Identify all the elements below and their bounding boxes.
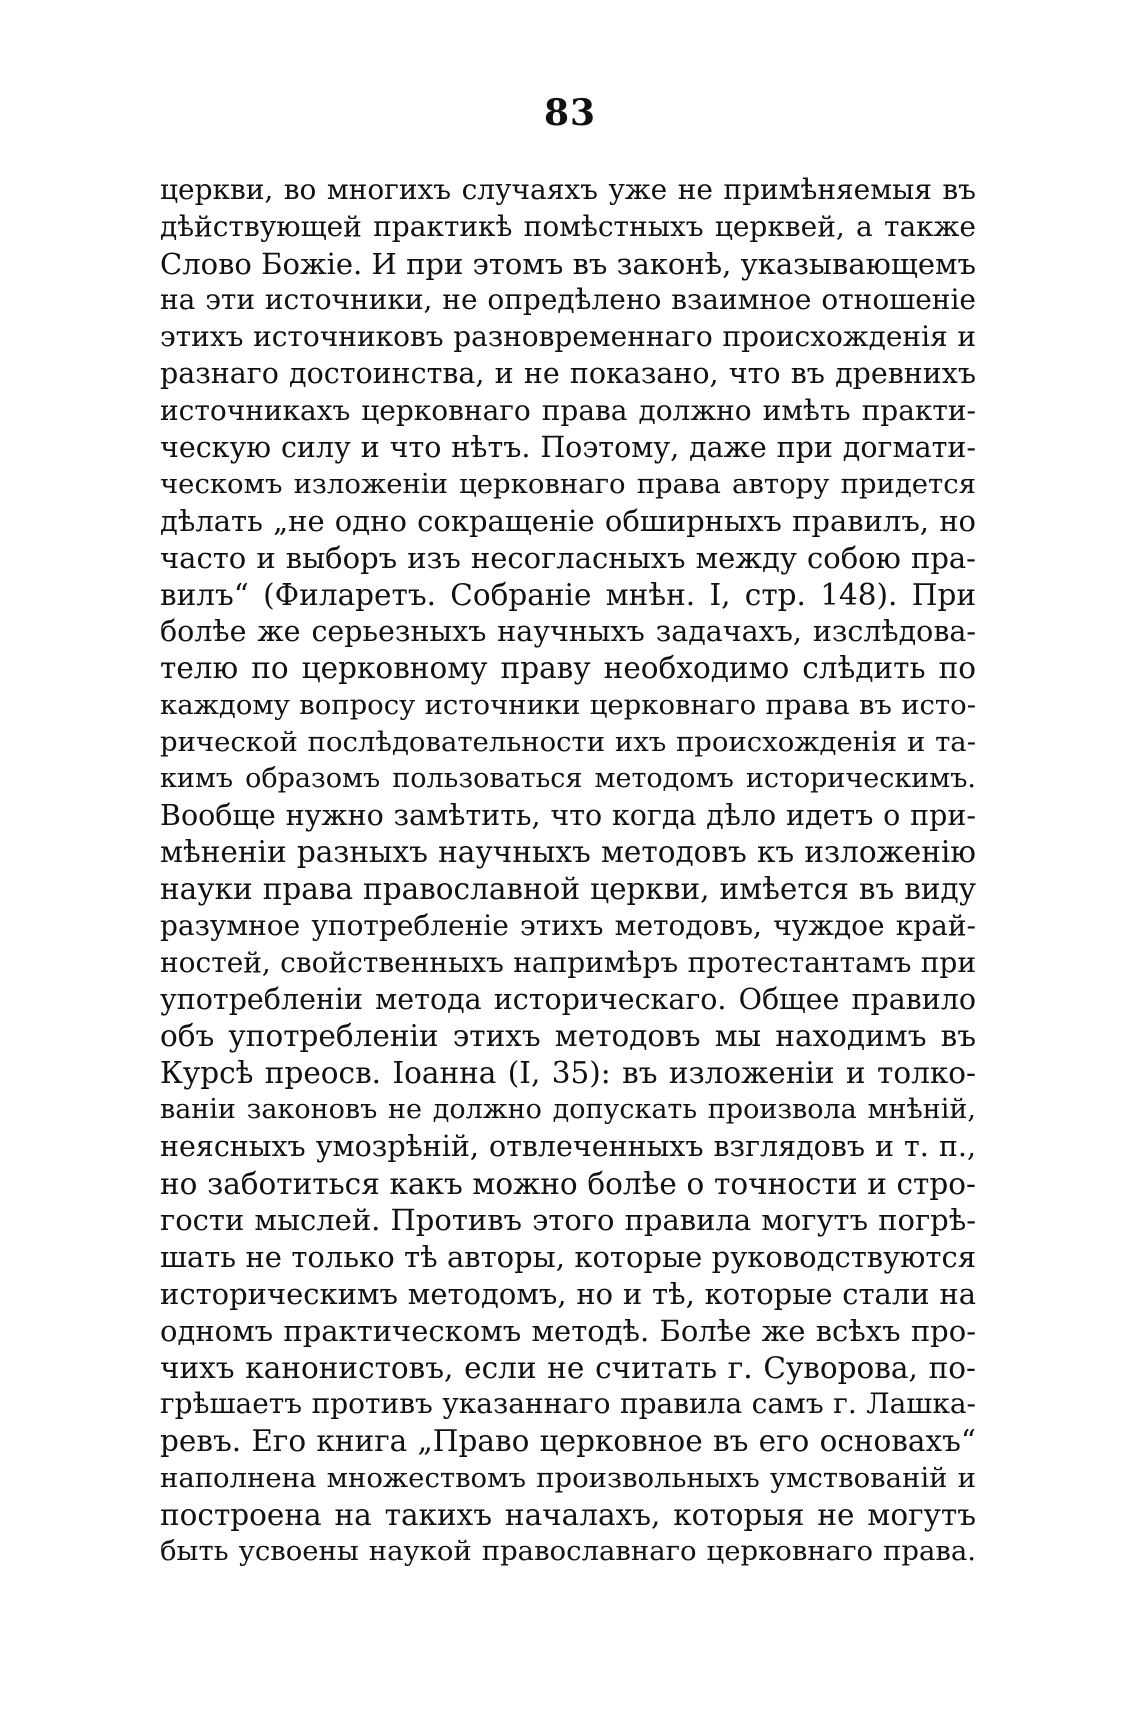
text-line: рической послѣдовательности ихъ происхожденія и та-	[160, 725, 976, 758]
text-line: ревъ. Его книга „Право церковное въ его основахъ“	[160, 1424, 976, 1459]
text-line: историческимъ методомъ, но и тѣ, которые стали на	[160, 1276, 976, 1311]
text-line: ностей, свойственныхъ напримѣръ протестантамъ при	[160, 945, 976, 979]
text-line: разнаго достоинства, и не показано, что въ древнихъ	[160, 356, 976, 390]
text-line: чихъ канонистовъ, если не считать г. Суворова, по-	[160, 1350, 976, 1385]
page-number: 83	[543, 92, 597, 134]
text-line: неясныхъ умозрѣній, отвлеченныхъ взглядовъ и т. п.,	[160, 1129, 976, 1163]
text-line: телю по церковному праву необходимо слѣдить по	[160, 651, 976, 686]
text-line: часто и выборъ изъ несогласныхъ между собою пра-	[160, 540, 976, 575]
text-line: дѣлать „не одно сокращеніе обширныхъ правилъ, но	[160, 504, 976, 539]
text-line: быть усвоены наукой православнаго церковнаго права.	[160, 1535, 976, 1568]
text-line: Слово Божіе. И при этомъ въ законѣ, указывающемъ	[160, 246, 976, 281]
text-line: источникахъ церковнаго права должно имѣть практи-	[160, 393, 976, 427]
text-line: объ употребленіи этихъ методовъ мы находимъ въ	[160, 1019, 976, 1054]
text-line: разумное употребленіе этихъ методовъ, чуждое край-	[160, 908, 976, 942]
text-line: Вообще нужно замѣтить, что когда дѣло идетъ о при-	[160, 798, 976, 832]
body-text	[160, 172, 976, 1570]
text-line: гости мыслей. Противъ этого правила могутъ погрѣ-	[160, 1203, 976, 1238]
text-line: каждому вопросу источники церковнаго права въ исто-	[160, 689, 976, 722]
text-line: Курсѣ преосв. Іоанна (I, 35): въ изложеніи и толко-	[160, 1056, 976, 1091]
text-line: но заботиться какъ можно болѣе о точности и стро-	[160, 1166, 976, 1201]
text-line: дѣйствующей практикѣ помѣстныхъ церквей, а также	[160, 209, 976, 243]
text-line: грѣшаетъ противъ указаннаго правила самъ г. Лашка-	[160, 1387, 976, 1421]
text-line: ческую силу и что нѣтъ. Поэтому, даже при догмати-	[160, 430, 976, 464]
text-line: церкви, во многихъ случаяхъ уже не примѣняемыя въ	[160, 173, 976, 206]
text-line: науки права православной церкви, имѣется въ виду	[160, 872, 976, 907]
text-line: вилъ“ (Филаретъ. Собраніе мнѣн. I, стр. 148). При	[160, 577, 976, 612]
text-line: этихъ источниковъ разновременнаго происхожденія и	[160, 320, 976, 354]
text-line: на эти источники, не опредѣлено взаимное отношеніе	[160, 283, 976, 317]
text-line: построена на такихъ началахъ, которыя не могутъ	[160, 1497, 976, 1532]
text-line: употребленіи метода историческаго. Общее правило	[160, 982, 976, 1016]
text-line: ческомъ изложеніи церковнаго права автору придется	[160, 468, 976, 501]
text-line: шать не только тѣ авторы, которые руководствуются	[160, 1240, 976, 1275]
text-line: наполнена множествомъ произвольныхъ умствованій и	[160, 1461, 976, 1494]
text-line: одномъ практическомъ методѣ. Болѣе же всѣхъ про-	[160, 1313, 976, 1348]
text-line: кимъ образомъ пользоваться методомъ историческимъ.	[160, 762, 976, 794]
text-line: ваніи законовъ не должно допускать произвола мнѣній,	[160, 1093, 976, 1125]
text-line: мѣненіи разныхъ научныхъ методовъ къ изложенію	[160, 835, 976, 870]
text-line: болѣе же серьезныхъ научныхъ задачахъ, изслѣдова-	[160, 614, 976, 648]
